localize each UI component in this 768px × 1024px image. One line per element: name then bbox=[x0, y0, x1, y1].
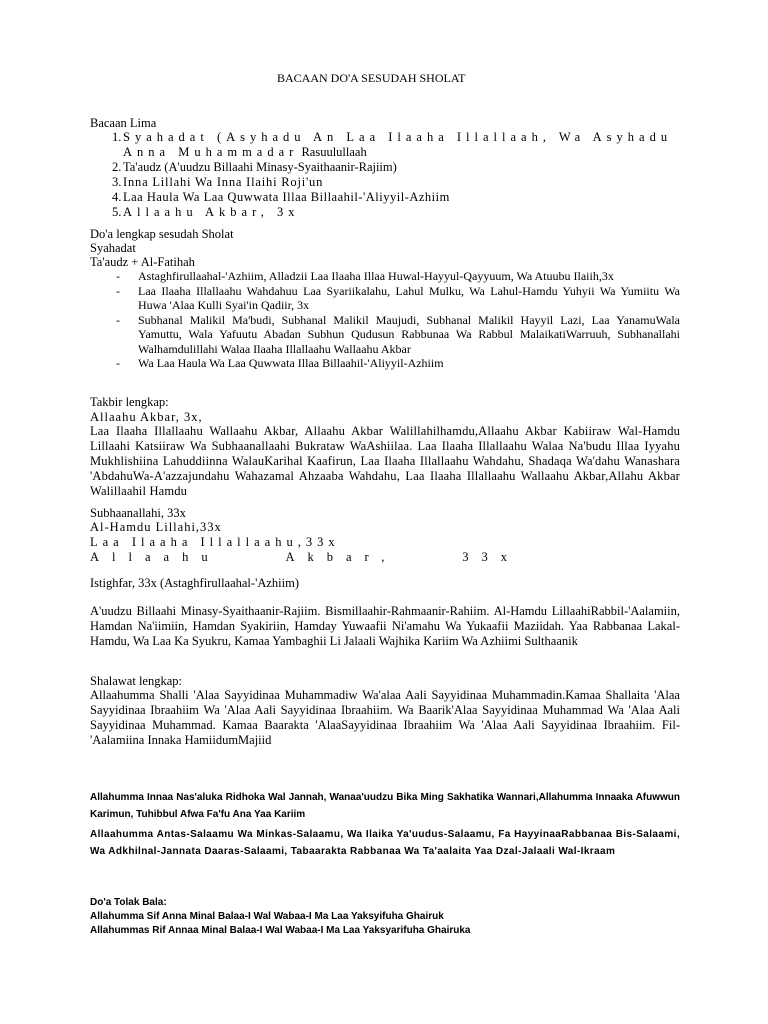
list-item-text: Anna Muhammadar bbox=[123, 145, 299, 159]
list-item-text: Allaahu Akbar, 3x bbox=[123, 205, 300, 219]
antas-salaamu-paragraph: Allaahumma Antas-Salaamu Wa Minkas-Salaamu, Wa Ilaika Ya'uudus-Salaamu, Fa HayyinaaRabbanaa Bis-Salaami, Wa Adkhilnal-Jannata Daaras-Salaami, Tabaarakta Rabbanaa Wa Ta'aalaita Yaa Dzal-Jalaali Wal-Ikraam bbox=[90, 829, 680, 857]
list-item: 4. Laa Haula Wa Laa Quwwata Illaa Billaahil-'Aliyyil-Azhiim bbox=[112, 190, 450, 204]
tolak-bala-line-1: Allahumma Sif Anna Minal Balaa-I Wal Wabaa-I Ma Laa Yaksyifuha Ghairuk bbox=[90, 911, 444, 922]
list-item-text: Subhanal Malikil Ma'budi, Subhanal Malikil Maujudi, Subhanal Malikil Hayyil Lazi, Laa YanamuWala Yamuttu, Wala Yafuutu Abadan Subhun Qudusun Rabbunaa Wa Rabbul MalaikatiWarruuh, Subhanallahi Walhamdulillahi Walaa Ilaaha Illallaahu Wallaahu Akbar bbox=[138, 312, 680, 356]
takbir-alhamdu: Al-Hamdu Lillahi,33x bbox=[90, 520, 222, 534]
list-item: - Laa Ilaaha Illallaahu Wahdahuu Laa Syariikalahu, Lahul Mulku, Wa Lahul-Hamdu Yuhyii Wa Yumiitu Wa Huwa 'Alaa Kulli Syai'in Qadiir, 3x bbox=[116, 283, 680, 312]
doa-ridhoka-paragraph: Allahumma Innaa Nas'aluka Ridhoka Wal Jannah, Wanaa'uudzu Bika Ming Sakhatika Wannari,Allahumma Innaaka Afuwwun Karimun, Tuhibbul Afwa Fa'fu Ana Yaa Kariim bbox=[90, 792, 680, 820]
list-item-text: Wa Laa Haula Wa Laa Quwwata Illaa Billaahil-'Aliyyil-Azhiim bbox=[138, 356, 444, 370]
list-item: 3. Inna Lillahi Wa Inna Ilaihi Roji'un bbox=[112, 175, 324, 189]
list-item-text: Laa Ilaaha Illallaahu Wahdahuu Laa Syariikalahu, Lahul Mulku, Wa Lahul-Hamdu Yuhyii Wa Yumiitu Wa Huwa 'Alaa Kulli Syai'in Qadiir, 3x bbox=[138, 283, 680, 312]
list-item: - Wa Laa Haula Wa Laa Quwwata Illaa Billaahil-'Aliyyil-Azhiim bbox=[116, 356, 444, 370]
auudzu-paragraph: A'uudzu Billaahi Minasy-Syaithaanir-Rajiim. Bismillaahir-Rahmaanir-Rahiim. Al-Hamdu LillaahiRabbil-'Aalamiin, Hamdan Na'iimiin, Hamdan Syakiriin, Hamday Yuwaafii Ni'amahu Wa Yukaafii Maziidah. Yaa Rabbanaa Lakal-Hamdu, Wa Laa Ka Syukru, Kamaa Yambaghii Li Jalaali Wajhika Kariim Wa Azhiimi Sulthaanik bbox=[90, 604, 680, 648]
tolak-bala-heading: Do'a Tolak Bala: bbox=[90, 897, 167, 908]
takbir-subhanallahi: Subhaanallahi, 33x bbox=[90, 506, 186, 520]
takbir-paragraph: Laa Ilaaha Illallaahu Wallaahu Akbar, Allaahu Akbar Walillahilhamdu,Allaahu Akbar Kabiiraw Wal-Hamdu Lillaahi Katsiiraw Wa Subhaanallaahi Bukrataw WaAshiilaa. Laa Ilaaha Illallaahu Walaa Na'budu Illaa Iyyahu Mukhlishiina Lahuddiinna WalauKarihal Kaafirun, Laa Ilaaha Illallaahu Wahdahu, Shadaqa Wa'dahu Wanashara 'AbdahuWa-A'azzajundahu Wahazamal Ahzaaba Wahdahu, Laa Ilaaha Illallaahu Wallaahu Akbar,Allahu Akbar Walillaahil Hamdu bbox=[90, 424, 680, 498]
list-item: - Astaghfirullaahal-'Azhiim, Alladzii Laa Ilaaha Illaa Huwal-Hayyul-Qayyuum, Wa Atuubu Ilaiih,3x bbox=[116, 269, 614, 283]
list-item-text: Syahadat (Asyhadu An Laa Ilaaha Illallaah, Wa Asyhadu bbox=[123, 130, 673, 144]
list-item-text: Inna Lillahi Wa Inna Ilaihi Roji'un bbox=[123, 175, 324, 189]
page-title: BACAAN DO'A SESUDAH SHOLAT bbox=[277, 71, 466, 85]
list-item: 1. Syahadat (Asyhadu An Laa Ilaaha Illallaah, Wa Asyhadu Anna Muhammadar Rasuulullaah bbox=[112, 130, 673, 159]
shalawat-paragraph: Allaahumma Shalli 'Alaa Sayyidinaa Muhammadiw Wa'alaa Aali Sayyidinaa Muhammadin.Kamaa Shallaita 'Alaa Sayyidinaa Ibraahiim Wa 'Alaa Aali Sayyidinaa Ibraahiim. Wa Baarik'Alaa Sayyidinaa Muhammad Wa 'Alaa Aali Sayyidinaa Muhammad. Kamaa Baarakta 'AlaaSayyidinaa Ibraahiim Wa 'Alaa Aali Sayyidinaa Ibraahiim. Fil-'Aalamiina Innaka HamiidumMajiid bbox=[90, 688, 680, 747]
doa-lengkap-heading: Do'a lengkap sesudah Sholat bbox=[90, 227, 234, 241]
takbir-word: Allaahu bbox=[90, 550, 221, 564]
list-item-text: Laa Haula Wa Laa Quwwata Illaa Billaahil-'Aliyyil-Azhiim bbox=[123, 190, 450, 204]
doa-lengkap-syahadat: Syahadat bbox=[90, 241, 136, 255]
takbir-allaahu-akbar-33x bbox=[90, 550, 520, 565]
tolak-bala-line-2: Allahummas Rif Annaa Minal Balaa-I Wal Wabaa-I Ma Laa Yaksyarifuha Ghairuka bbox=[90, 925, 471, 936]
istighfar-line: Istighfar, 33x (Astaghfirullaahal-'Azhiim) bbox=[90, 576, 299, 590]
doa-lengkap-taaudz: Ta'audz + Al-Fatihah bbox=[90, 255, 195, 269]
list-item-text: Ta'audz (A'uudzu Billaahi Minasy-Syaithaanir-Rajiim) bbox=[123, 160, 397, 174]
list-item: 5. Allaahu Akbar, 3x bbox=[112, 205, 300, 219]
list-item-text: Astaghfirullaahal-'Azhiim, Alladzii Laa Ilaaha Illaa Huwal-Hayyul-Qayyuum, Wa Atuubu Ilaiih,3x bbox=[138, 269, 614, 283]
bacaan-lima-heading: Bacaan Lima bbox=[90, 116, 157, 130]
list-item: - Subhanal Malikil Ma'budi, Subhanal Malikil Maujudi, Subhanal Malikil Hayyil Lazi, Laa YanamuWala Yamuttu, Wala Yafuutu Abadan Subhun Qudusun Rabbunaa Wa Rabbul MalaikatiWarruuh, Subhanallahi Walhamdulillahi Walaa Ilaaha Illallaahu Wallaahu Akbar bbox=[116, 312, 680, 356]
takbir-laa-ilaaha: Laa Ilaaha Illallaahu,33x bbox=[90, 535, 340, 549]
list-item-text: Rasuulullaah bbox=[301, 145, 367, 159]
takbir-allaahu-akbar-3x: Allaahu Akbar, 3x, bbox=[90, 410, 203, 424]
takbir-word: Akbar, bbox=[285, 550, 398, 564]
shalawat-heading: Shalawat lengkap: bbox=[90, 674, 182, 688]
bacaan-lima-list bbox=[90, 130, 680, 220]
takbir-word: 33x bbox=[462, 550, 520, 564]
doa-lengkap-list bbox=[112, 269, 680, 371]
takbir-heading: Takbir lengkap: bbox=[90, 395, 169, 409]
list-item: 2. Ta'audz (A'uudzu Billaahi Minasy-Syaithaanir-Rajiim) bbox=[112, 160, 397, 174]
